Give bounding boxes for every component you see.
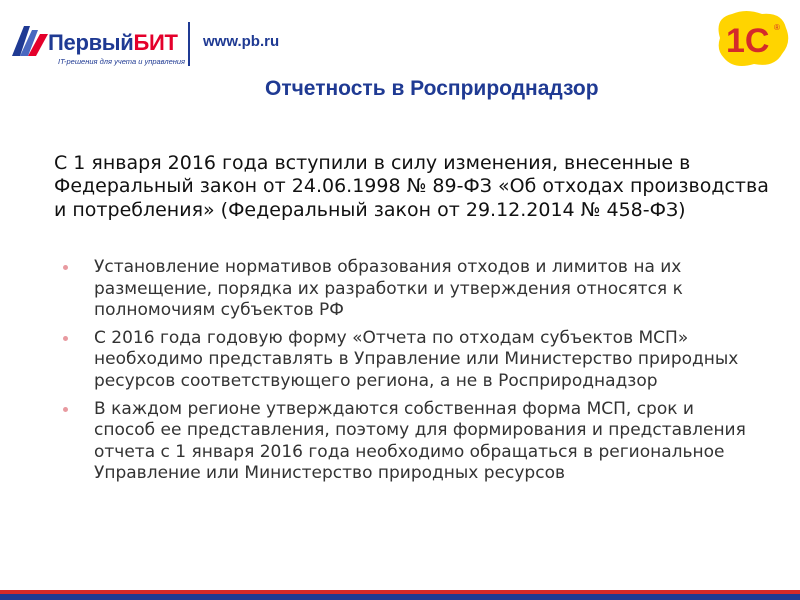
header-divider	[188, 22, 190, 66]
list-item	[60, 257, 760, 322]
logo-1c-text: 1C	[726, 22, 770, 60]
bullet-text: В каждом регионе утверждаются собственная форма МСП, срок и способ ее представления, поэтому для формирования и представления отчета с 1 января 2016 года необходимо обращаться в региональное Управление или Министерство природных ресурсов	[94, 398, 746, 484]
bullet-dot-icon	[63, 265, 68, 270]
pervybit-logo-icon	[10, 22, 50, 62]
logo-brand-name	[48, 30, 178, 56]
list-item	[60, 328, 760, 393]
pervybit-logo	[10, 20, 190, 70]
footer-bar	[0, 590, 800, 600]
footer-bar-blue	[0, 594, 800, 600]
bullet-text: Установление нормативов образования отходов и лимитов на их размещение, порядка их разработки и утверждения относятся к полномочиям субъектов РФ	[94, 257, 683, 321]
list-item	[60, 399, 760, 485]
slide-title: Отчетность в Росприроднадзор	[265, 77, 599, 100]
bullet-list	[60, 257, 760, 491]
header-url[interactable]: www.pb.ru	[203, 33, 280, 50]
bullet-dot-icon	[63, 407, 68, 412]
logo-brand-part2: БИТ	[133, 30, 178, 55]
bullet-dot-icon	[63, 336, 68, 341]
intro-paragraph: С 1 января 2016 года вступили в силу изменения, внесенные в Федеральный закон от 24.06.1998 № 89-ФЗ «Об отходах производства и потребления» (Федеральный закон от 29.12.2014 № 458-ФЗ)	[54, 152, 769, 221]
logo-brand-part1: Первый	[48, 30, 134, 55]
bullet-text: С 2016 года годовую форму «Отчета по отходам субъектов МСП» необходимо представлять в Управление или Министерство природных ресурсов соответствующего региона, а не в Росприроднадзор	[94, 327, 739, 391]
logo-tagline: IT-решения для учета и управления	[58, 57, 186, 66]
registered-mark-icon: ®	[774, 23, 780, 32]
logo-1c	[712, 8, 792, 70]
